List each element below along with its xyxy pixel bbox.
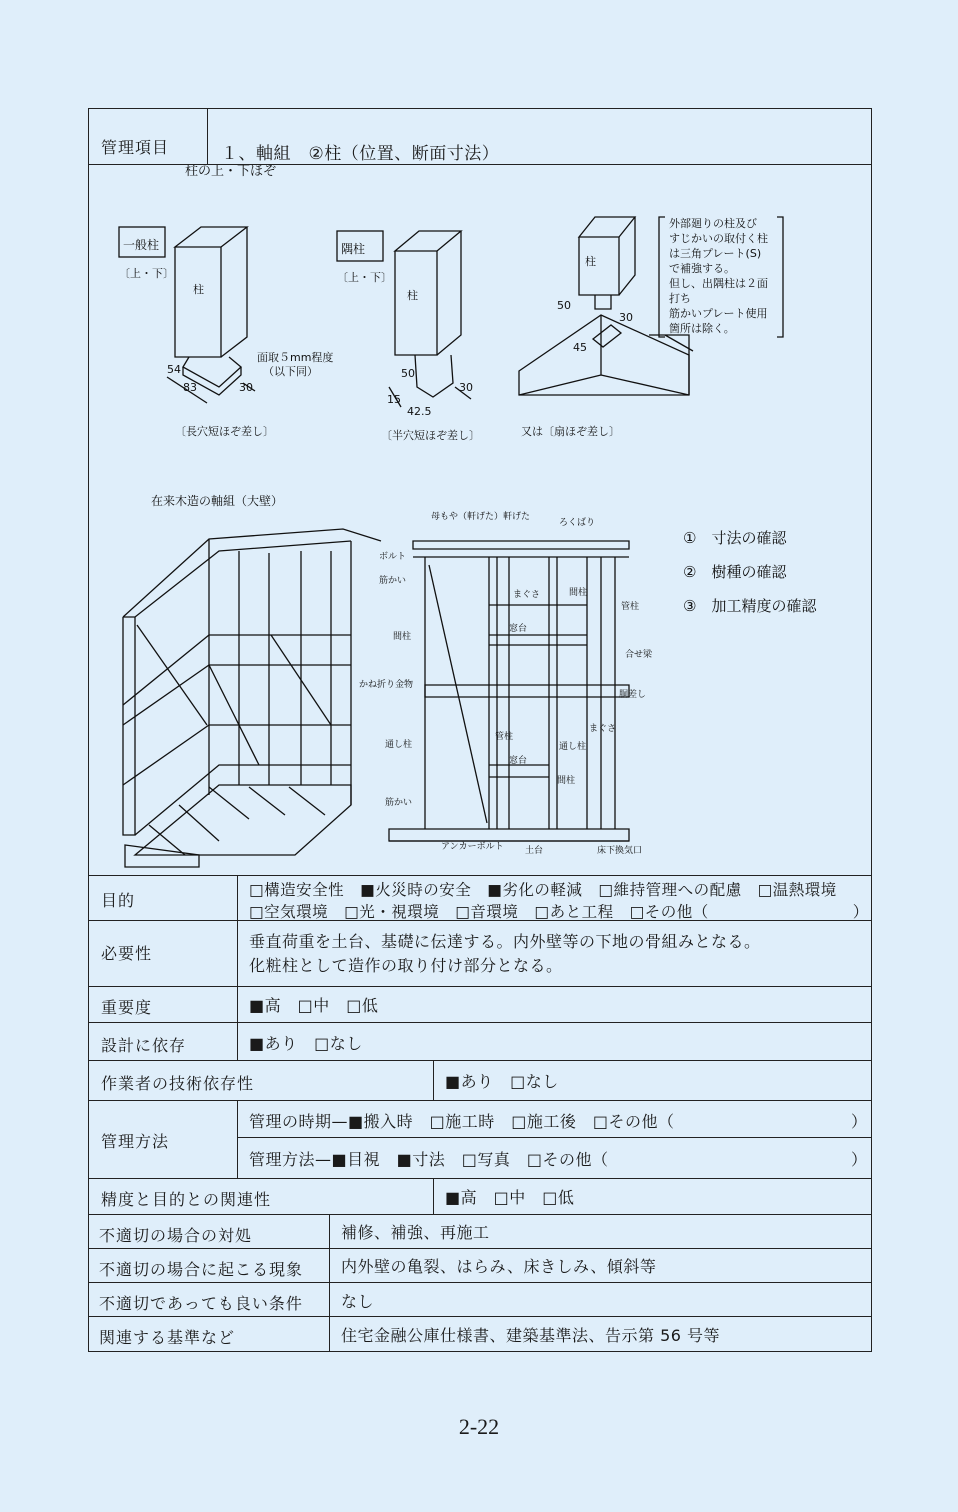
inner-label-4: 管柱 (495, 732, 514, 742)
top-label-1: 母もや（軒げた） (431, 512, 504, 522)
improper-action-row (89, 1215, 871, 1249)
method-timing-end: ） (851, 1112, 868, 1131)
corner-post-box: 隅柱 (341, 242, 366, 256)
pillar-label-2: 柱 (407, 289, 418, 302)
importance-row (89, 987, 871, 1023)
note-line-6: 打ち (669, 292, 691, 305)
skill-label: 作業者の技術依存性 (101, 1074, 255, 1093)
header-row (89, 109, 871, 165)
inner-label-3: 窓台 (509, 624, 528, 634)
purpose-line-2: □空気環境 □光・視環境 □音環境 □あと工程 □その他（ ） (249, 903, 869, 921)
right-label-1: 管柱 (621, 602, 640, 612)
improper-action-label: 不適切の場合の対処 (99, 1226, 253, 1245)
bottom-label-1: アンカーボルト (441, 842, 504, 852)
dim-50-b: 50 (557, 299, 571, 312)
precision-label: 精度と目的との関連性 (101, 1190, 272, 1209)
right-label-3: 胴差し (619, 690, 647, 700)
inner-label-2: 間柱 (569, 588, 588, 598)
purpose-row (89, 875, 871, 921)
skill-row (89, 1061, 871, 1101)
tenon-title: 柱の上・下ほぞ (185, 165, 277, 179)
general-post-sub: 〔上・下〕 (119, 267, 174, 280)
method-way-end: ） (851, 1150, 868, 1169)
check-2: ② 樹種の確認 (683, 563, 787, 581)
chamfer-note-2: （以下同） (263, 365, 318, 378)
necessity-line-1: 垂直荷重を土台、基礎に伝達する。内外壁等の下地の骨組みとなる。 (249, 932, 761, 951)
corner-post-sub: 〔上・下〕 (337, 271, 392, 284)
top-label-2: 軒げた (503, 512, 531, 522)
precision-value: ■高 □中 □低 (445, 1188, 575, 1207)
importance-value: ■高 □中 □低 (249, 996, 379, 1015)
dim-83: 83 (183, 381, 197, 394)
method-row (89, 1101, 871, 1179)
design-label: 設計に依存 (101, 1036, 187, 1055)
inner-label-5: 窓台 (509, 756, 528, 766)
check-1: ① 寸法の確認 (683, 529, 787, 547)
caption-or: 又は〔扇ほぞ差し〕 (521, 425, 620, 438)
note-line-4: で補強する。 (669, 262, 735, 275)
dim-45: 45 (573, 341, 587, 354)
caption-long-tenon: 〔長穴短ほぞ差し〕 (175, 425, 274, 438)
standards-value: 住宅金融公庫仕様書、建築基準法、告示第 56 号等 (341, 1326, 721, 1345)
dim-30-a: 30 (239, 381, 253, 394)
left-label-2: 筋かい (379, 576, 407, 586)
bottom-label-3: 床下換気口 (597, 846, 643, 856)
precision-row (89, 1179, 871, 1215)
check-3: ③ 加工精度の確認 (683, 597, 817, 615)
pillar-label-3: 柱 (585, 255, 596, 268)
left-label-6: 筋かい (385, 798, 413, 808)
improper-effect-label: 不適切の場合に起こる現象 (99, 1260, 304, 1279)
dim-30-c: 30 (619, 311, 633, 324)
left-label-3: 間柱 (393, 632, 412, 642)
chamfer-note: 面取５mm程度 (257, 351, 334, 364)
dim-42-5: 42.5 (407, 405, 432, 418)
note-line-8: 箇所は除く。 (669, 322, 735, 335)
dim-30-b: 30 (459, 381, 473, 394)
purpose-label: 目的 (101, 891, 136, 910)
necessity-row (89, 921, 871, 987)
caption-half-tenon: 〔半穴短ほぞ差し〕 (381, 429, 480, 442)
note-line-3: は三角プレート(S) (669, 247, 762, 260)
necessity-label: 必要性 (101, 944, 153, 963)
improper-action-value: 補修、補強、再施工 (341, 1223, 490, 1242)
method-way: 管理方法—■目視 ■寸法 □写真 □その他（ (249, 1150, 609, 1169)
design-value: ■あり □なし (249, 1034, 363, 1053)
header-label: 管理項目 (101, 138, 170, 157)
frame-title: 在来木造の軸組（大壁） (151, 494, 284, 508)
standards-row (89, 1317, 871, 1351)
inner-label-6: まぐさ (589, 724, 617, 734)
bottom-label-2: 土台 (525, 846, 544, 856)
management-table (88, 108, 872, 1352)
note-line-5: 但し、出隅柱は２面 (669, 277, 768, 290)
general-post-box: 一般柱 (123, 238, 160, 252)
dim-15: 15 (387, 393, 401, 406)
importance-label: 重要度 (101, 998, 153, 1017)
left-label-5: 通し柱 (385, 740, 413, 750)
note-line-7: 筋かいプレート使用 (669, 307, 768, 320)
ok-condition-row (89, 1283, 871, 1317)
dim-50-a: 50 (401, 367, 415, 380)
left-label-1: ボルト (379, 552, 407, 562)
inner-label-1: まぐさ (513, 590, 541, 600)
method-timing: 管理の時期—■搬入時 □施工時 □施工後 □その他（ (249, 1112, 675, 1131)
figure-area (89, 165, 871, 875)
design-row (89, 1023, 871, 1061)
skill-value: ■あり □なし (445, 1072, 559, 1091)
pillar-label-1: 柱 (193, 283, 204, 296)
page-number: 2-22 (458, 1414, 500, 1439)
improper-effect-row (89, 1249, 871, 1283)
note-line-1: 外部廻りの柱及び (669, 217, 757, 230)
dim-54: 54 (167, 363, 181, 376)
right-label-2: 合せ梁 (625, 650, 653, 660)
top-label-3: ろくばり (559, 518, 596, 528)
method-label: 管理方法 (101, 1132, 170, 1151)
inner-label-8: 間柱 (557, 776, 576, 786)
inner-label-7: 通し柱 (559, 742, 587, 752)
header-value: １、軸組 ②柱（位置、断面寸法） (221, 144, 500, 164)
improper-effect-value: 内外壁の亀裂、はらみ、床きしみ、傾斜等 (341, 1257, 657, 1276)
purpose-line-1: □構造安全性 ■火災時の安全 ■劣化の軽減 □維持管理への配慮 □温熱環境 (249, 881, 837, 899)
left-label-4: かね折り金物 (359, 680, 414, 690)
standards-label: 関連する基準など (99, 1328, 236, 1347)
ok-condition-label: 不適切であっても良い条件 (99, 1294, 303, 1313)
ok-condition-value: なし (341, 1292, 375, 1311)
necessity-line-2: 化粧柱として造作の取り付け部分となる。 (249, 956, 563, 975)
framing-figure (89, 165, 871, 875)
note-line-2: すじかいの取付く柱 (669, 232, 768, 245)
